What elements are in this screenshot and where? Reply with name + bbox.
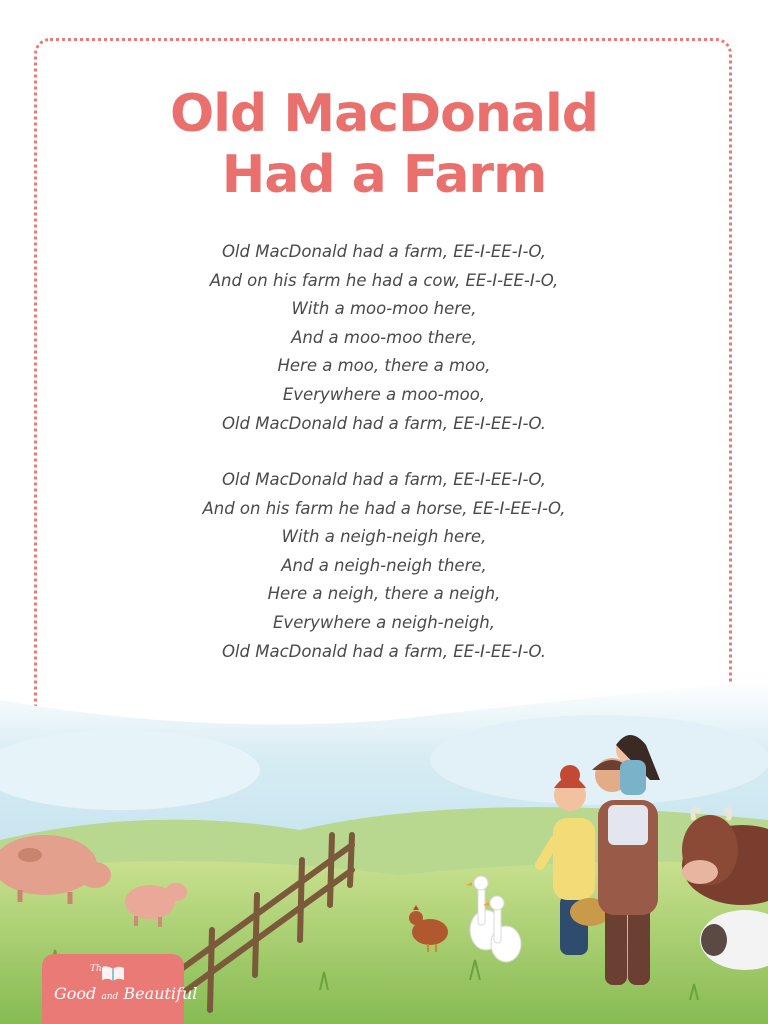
verse-line: Old MacDonald had a farm, EE-I-EE-I-O,	[221, 242, 547, 261]
logo-the-text: The	[90, 964, 108, 974]
logo-and-text: and	[101, 992, 119, 1002]
verse-line: Everywhere a neigh-neigh,	[273, 612, 495, 632]
song-title-line-1: Old MacDonald	[169, 84, 599, 144]
verse-1	[0, 238, 768, 438]
verse-line: With a neigh-neigh here,	[281, 527, 487, 547]
verse-line: Here a moo, there a moo,	[277, 356, 491, 376]
verse-line: And a moo-moo there,	[291, 327, 477, 347]
verse-line: Old MacDonald had a farm, EE-I-EE-I-O.	[221, 413, 547, 433]
verse-line: Here a neigh, there a neigh,	[267, 584, 501, 604]
cloud	[430, 715, 768, 805]
verse-line: Old MacDonald had a farm, EE-I-EE-I-O.	[221, 641, 547, 661]
verse-line: Old MacDonald had a farm, EE-I-EE-I-O,	[221, 470, 547, 489]
logo-beautiful-text: Beautiful	[123, 984, 198, 1003]
brand-logo	[42, 954, 198, 1024]
verse-line: And on his farm he had a horse, EE-I-EE-I-O,	[202, 498, 566, 518]
verse-line: And a neigh-neigh there,	[281, 555, 487, 575]
logo-wordmark	[54, 984, 197, 1003]
verse-2	[0, 466, 768, 666]
song-title-line-2: Had a Farm	[221, 145, 547, 205]
verse-line: And on his farm he had a cow, EE-I-EE-I-O,	[209, 270, 559, 290]
verse-line: Everywhere a moo-moo,	[282, 384, 486, 404]
logo-good-text: Good	[54, 984, 97, 1003]
verse-line: With a moo-moo here,	[291, 299, 477, 319]
